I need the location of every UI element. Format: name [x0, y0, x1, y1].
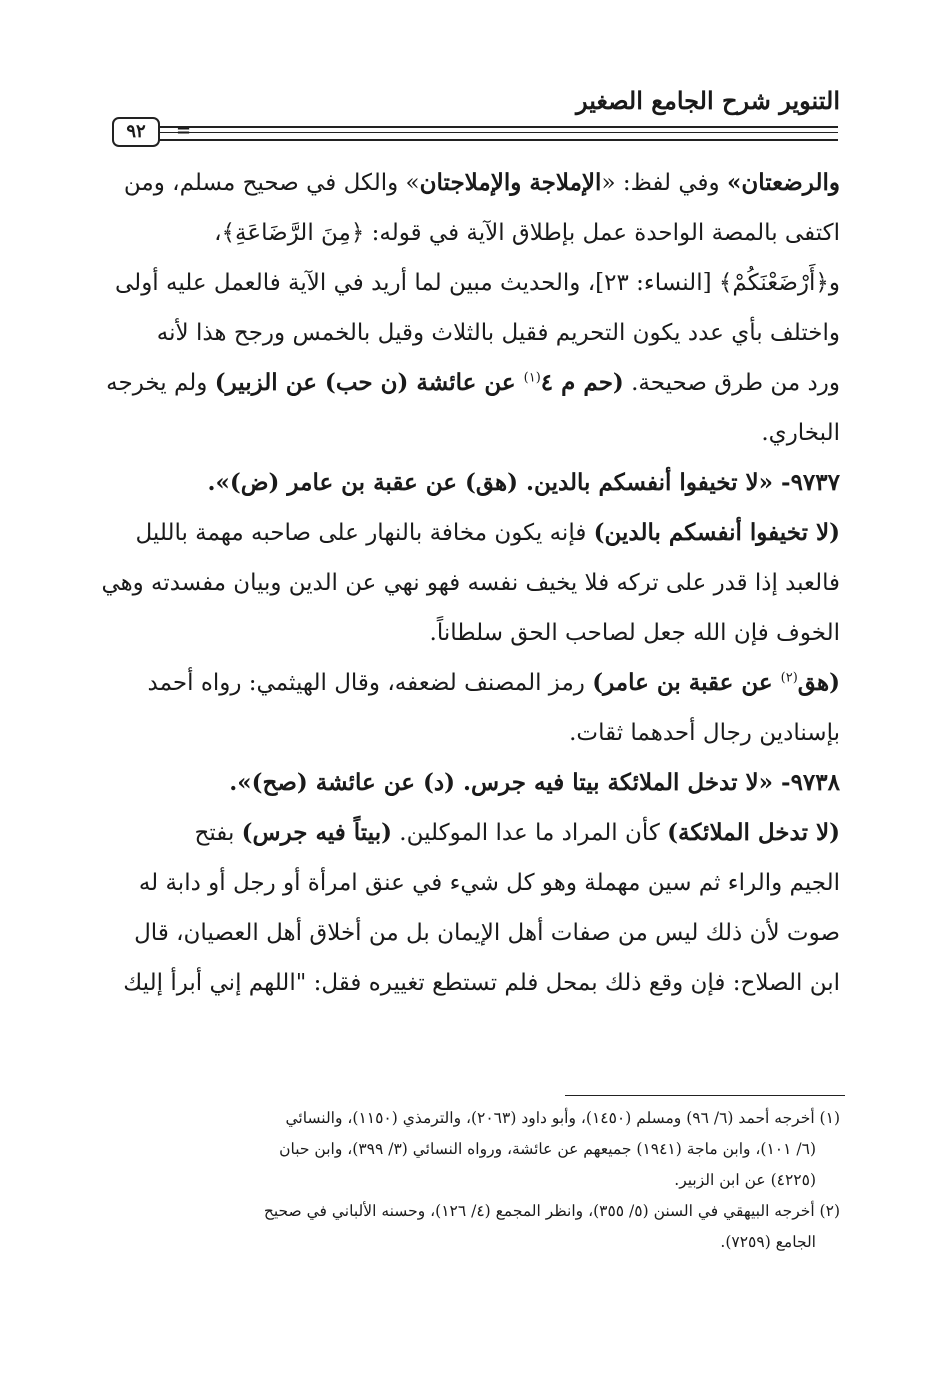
- text-line: [102, 508, 840, 558]
- page-number: ٩٢: [112, 117, 160, 147]
- text-line: و﴿أَرْضَعْنَكُمْ﴾ [النساء: ٢٣]، والحديث مبين لما أريد في الآية فالعمل عليه أولى: [115, 270, 840, 296]
- bold-phrase: الإملاجة والإملاجتان: [419, 169, 602, 196]
- page-number-frame: [159, 126, 173, 141]
- text-line: [102, 658, 840, 708]
- text-line: الجيم والراء ثم سين مهملة وهو كل شيء في عنق امرأة أو رجل أو دابة له: [138, 870, 840, 896]
- text-line: الخوف فإن الله جعل لصاحب الحق سلطاناً.: [429, 620, 840, 646]
- bold-phrase: (بيتاً فيه جرس): [241, 819, 392, 846]
- footnote-line: (٦/ ١٠١)، وابن ماجة (١٩٤١) جميعهم عن عائشة، ورواه النسائي (٣/ ٣٩٩)، وابن حبان: [279, 1140, 816, 1158]
- text-line: اكتفى بالمصة الواحدة عمل بإطلاق الآية في قوله: ﴿مِنَ الرَّضَاعَةِ﴾،: [214, 220, 840, 246]
- text-line: واختلف بأي عدد يكون التحريم فقيل بالثلاث وقيل بالخمس ورجح هذا لأنه: [156, 320, 840, 346]
- bold-phrase: والرضعتان»: [726, 169, 840, 196]
- bold-phrase: عن عقبة بن عامر): [592, 669, 781, 696]
- footnote-ref: (١): [523, 370, 541, 386]
- bold-phrase: (حم م ٤: [540, 369, 624, 396]
- header-rule: [160, 139, 838, 141]
- main-text: [102, 158, 840, 1008]
- text-line: [102, 158, 840, 208]
- footnote-line: (١) أخرجه أحمد (٦/ ٩٦) ومسلم (١٤٥٠)، وأبو داود (٢٠٦٣)، والترمذي (١١٥٠)، والنسائي: [285, 1109, 840, 1127]
- hadith-heading: ٩٧٣٨- «لا تدخل الملائكة بيتا فيه جرس. (د) عن عائشة (صح)».: [229, 769, 840, 796]
- header-rule: [160, 132, 838, 133]
- footnotes: [102, 1103, 840, 1258]
- header-marker: =: [176, 120, 192, 141]
- footnote-ref: (٢): [780, 670, 798, 686]
- text-run: كأن المراد ما عدا الموكلين.: [391, 820, 668, 846]
- text-run: وفي لفظ: «: [601, 170, 727, 196]
- running-title: التنوير شرح الجامع الصغير: [576, 86, 840, 115]
- text-line: ابن الصلاح: فإن وقع ذلك بمحل فلم تستطع تغييره فقل: "اللهم إني أبرأ إليك: [123, 970, 840, 996]
- text-line: بإسنادين رجال أحدهما ثقات.: [569, 720, 840, 746]
- footnote-line: (٢) أخرجه البيهقي في السنن (٥/ ٣٥٥)، وانظر المجمع (٤/ ١٢٦)، وحسنه الألباني في صحيح: [263, 1202, 840, 1220]
- text-run: ولم يخرجه: [106, 370, 215, 396]
- bold-phrase: عن عائشة (ن حب) عن الزبير): [214, 369, 524, 396]
- text-run: فإنه يكون مخافة بالنهار على صاحبه مهمة بالليل: [135, 520, 594, 546]
- hadith-heading: ٩٧٣٧- «لا تخيفوا أنفسكم بالدين. (هق) عن عقبة بن عامر (ض)».: [207, 469, 840, 496]
- bold-phrase: (لا تخيفوا أنفسكم بالدين): [593, 519, 840, 546]
- text-run: » والكل في صحيح مسلم، ومن: [123, 170, 420, 196]
- bold-phrase: (هق: [797, 669, 840, 696]
- text-line: [102, 358, 840, 408]
- text-run: ورد من طرق صحيحة.: [623, 370, 840, 396]
- text-run: بفتح: [194, 820, 242, 846]
- footnote-line: (٤٢٢٥) عن ابن الزبير.: [674, 1171, 816, 1189]
- footnote-line: الجامع (٧٢٥٩).: [720, 1233, 816, 1251]
- header-rule: [160, 126, 838, 128]
- text-line: فالعبد إذا قدر على تركه فلا يخيف نفسه فهو نهي عن الدين وبيان مفسدته وهي: [101, 570, 841, 596]
- text-line: [102, 808, 840, 858]
- footnote-separator: [565, 1095, 845, 1096]
- text-line: البخاري.: [761, 420, 840, 446]
- bold-phrase: (لا تدخل الملائكة): [667, 819, 840, 846]
- text-run: رمز المصنف لضعفه، وقال الهيثمي: رواه أحمد: [147, 670, 593, 696]
- text-line: صوت لأن ذلك ليس من صفات أهل الإيمان بل من أخلاق أهل العصيان، قال: [134, 920, 840, 946]
